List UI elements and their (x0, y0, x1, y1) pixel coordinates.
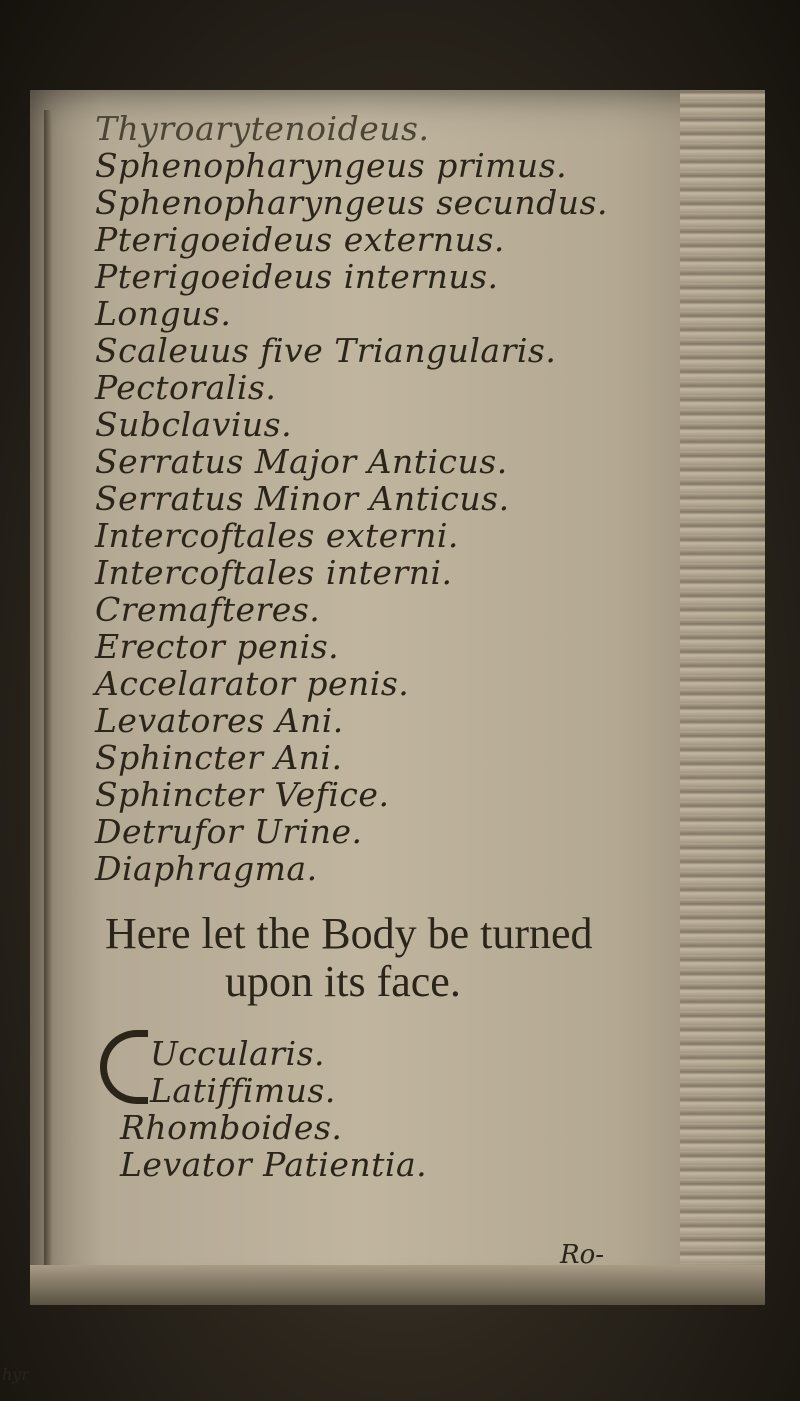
muscle-entry: Pectoralis. (95, 368, 277, 407)
muscle-entry: Sphenopharyngeus secundus. (95, 183, 608, 222)
margin-note: hyr (2, 1365, 29, 1384)
muscle-entry: Accelarator penis. (95, 664, 410, 703)
page-bottom-edge (30, 1265, 765, 1305)
muscle-entry: Serratus Minor Anticus. (95, 479, 510, 518)
heading-line-2: upon its face. (225, 957, 461, 1006)
page-gutter (44, 110, 52, 1290)
muscle-entry: Latiffimus. (150, 1071, 336, 1110)
section-heading (105, 910, 665, 1006)
muscle-entry: Rhomboides. (120, 1108, 343, 1147)
muscle-entry: Sphenopharyngeus primus. (95, 146, 568, 185)
muscle-entry: Thyroarytenoideus. (95, 109, 430, 148)
muscle-entry: Detrufor Urine. (95, 812, 363, 851)
heading-line-1: Here let the Body be turned (105, 909, 593, 958)
muscle-entry: Uccularis. (150, 1034, 326, 1073)
muscle-entry: Pterigoeideus internus. (95, 257, 499, 296)
muscle-entry: Subclavius. (95, 405, 293, 444)
muscle-list (95, 110, 608, 887)
muscle-entry: Serratus Major Anticus. (95, 442, 508, 481)
back-muscle-list (120, 1035, 427, 1183)
page-fore-edge (680, 90, 765, 1305)
muscle-entry: Levator Patientia. (120, 1145, 428, 1184)
muscle-entry: Intercoftales externi. (95, 516, 459, 555)
catchword: Ro- (560, 1240, 605, 1270)
muscle-entry: Scaleuus five Triangularis. (95, 331, 557, 370)
muscle-entry: Sphincter Ani. (95, 738, 343, 777)
muscle-entry: Diaphragma. (95, 849, 318, 888)
muscle-entry: Cremafteres. (95, 590, 321, 629)
muscle-entry: Erector penis. (95, 627, 340, 666)
muscle-entry: Sphincter Vefice. (95, 775, 390, 814)
muscle-entry: Levatores Ani. (95, 701, 344, 740)
muscle-entry: Intercoftales interni. (95, 553, 453, 592)
muscle-entry: Longus. (95, 294, 232, 333)
muscle-entry: Pterigoeideus externus. (95, 220, 505, 259)
